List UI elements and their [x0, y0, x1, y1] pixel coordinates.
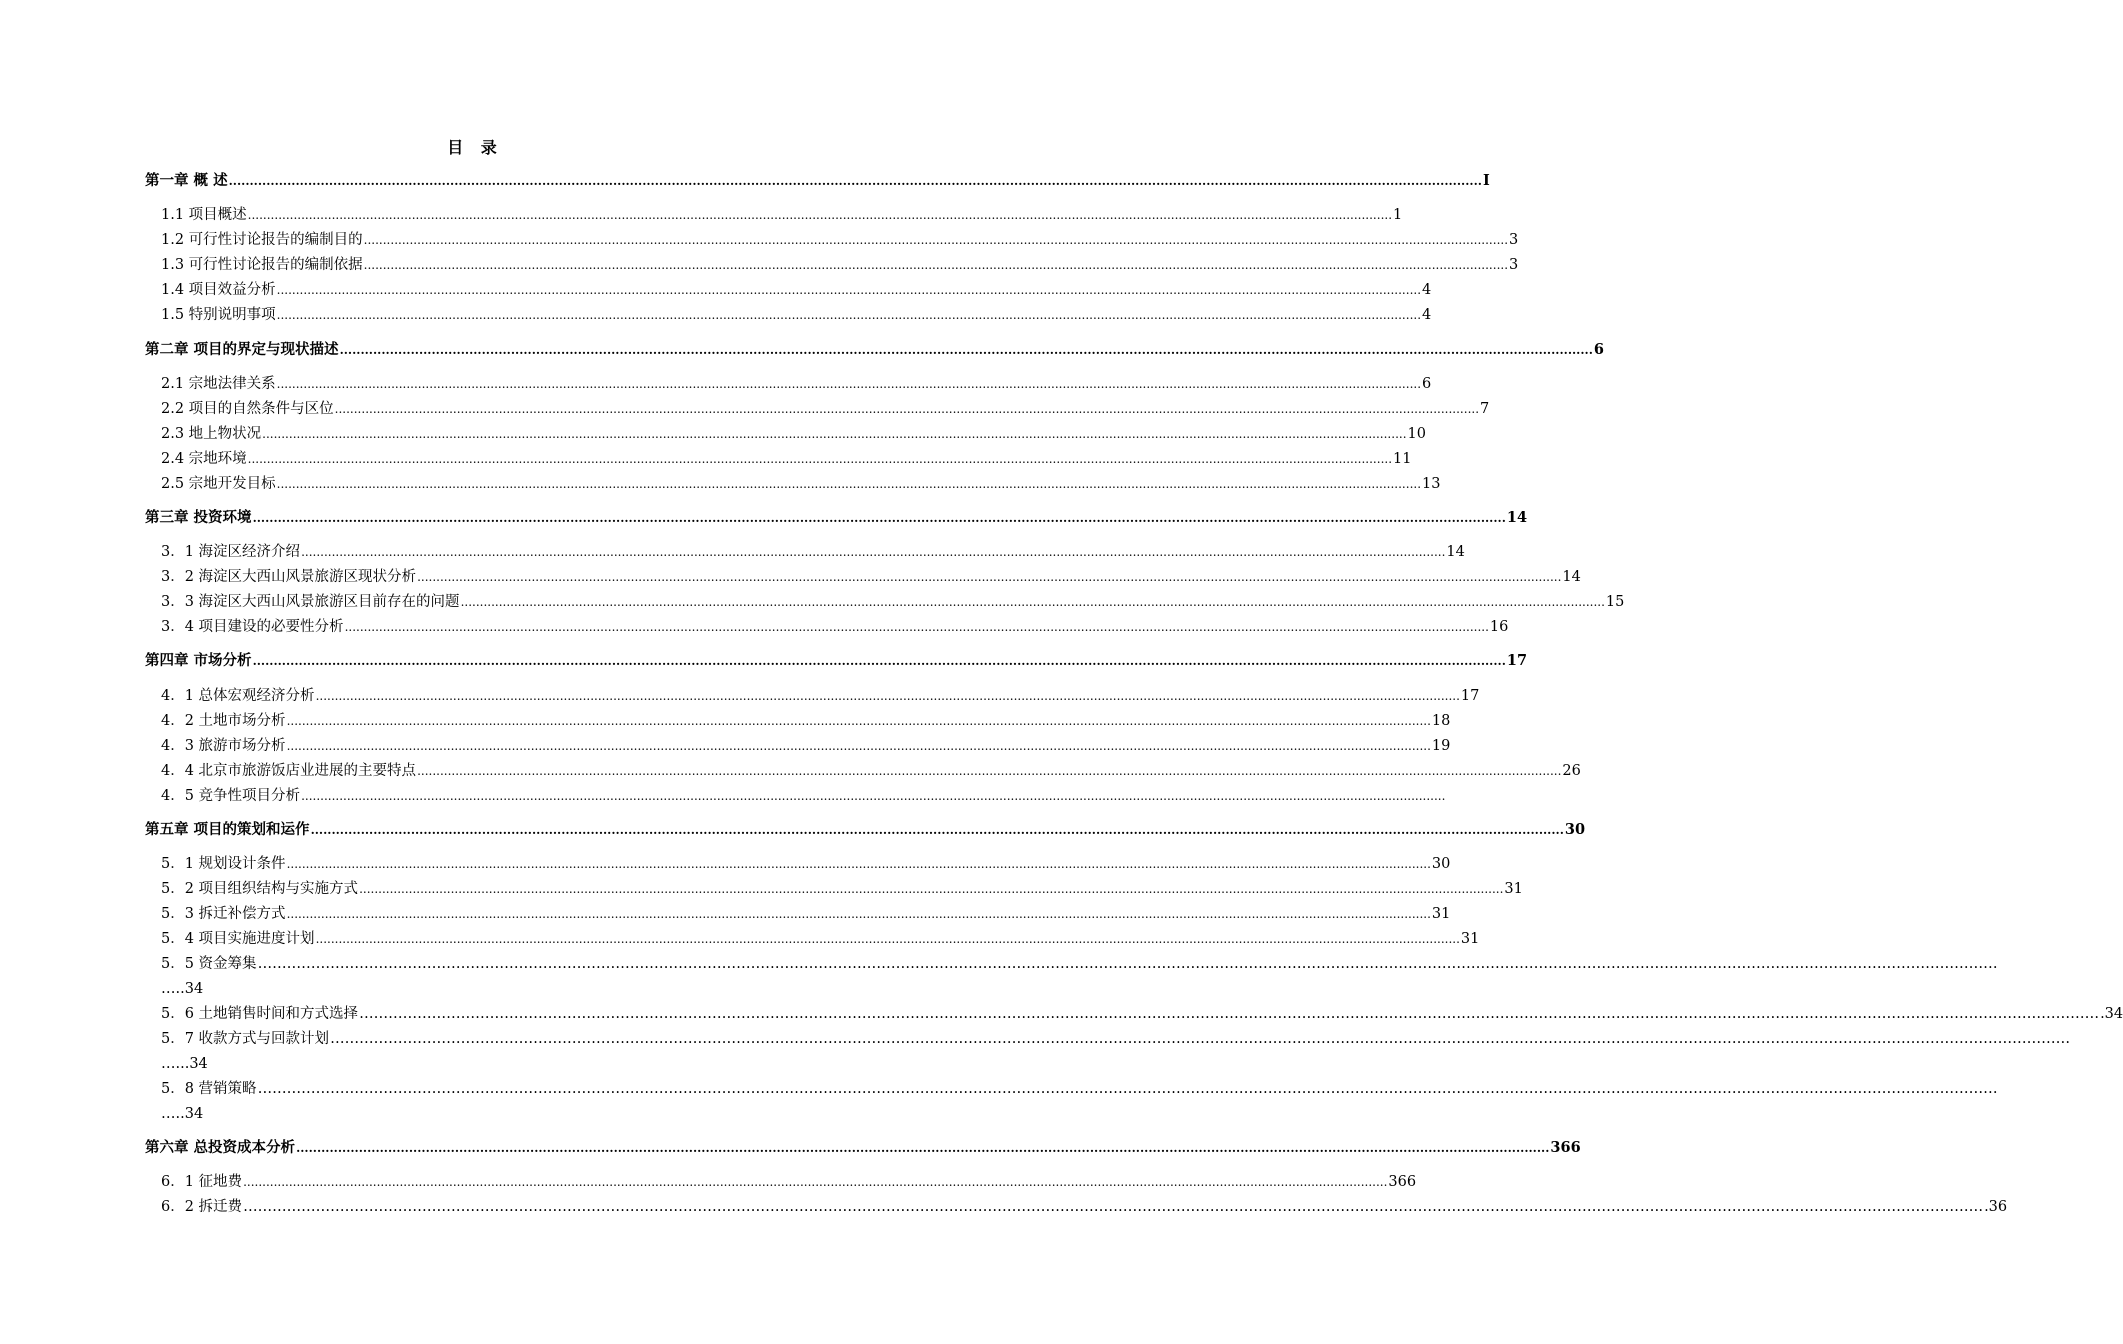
toc-label: 1.5 特别说明事项: [161, 307, 276, 323]
leader-dots: ………………………………………………………………………………………………………………………………………………………………………………………………………………………………………………………………………………………………………………………………: [257, 1081, 1998, 1097]
toc-label: 5．6 土地销售时间和方式选择: [161, 1006, 359, 1022]
toc-page-number: 14: [1506, 509, 1528, 526]
toc-label: 5．3 拆迁补偿方式: [161, 906, 286, 922]
toc-page-number: 31: [1460, 931, 1480, 947]
toc-label: 3．3 海淀区大西山风景旅游区目前存在的问题: [161, 594, 460, 610]
toc-section[interactable]: [161, 304, 1432, 326]
toc-section[interactable]: [161, 473, 1441, 495]
toc-section[interactable]: [161, 448, 1412, 470]
toc-label: 第六章 总投资成本分析: [145, 1139, 296, 1156]
toc-page-number: 30: [1564, 821, 1586, 838]
toc-label: 4．5 竞争性项目分析: [161, 788, 301, 804]
toc-chapter[interactable]: [145, 819, 1586, 841]
toc-page-number: 16: [1489, 619, 1509, 635]
leader-dots: ............................................................................................................................................................................................................................................................................................................: [286, 857, 1431, 871]
toc-section[interactable]: [161, 1003, 2123, 1025]
leader-dots: ............................................................................................................................................................................................................................................................................................................: [339, 343, 1593, 357]
leader-dots: ............................................................................................................................................................................................................................................................................................................: [296, 1141, 1550, 1155]
toc-page-number: 31: [1504, 881, 1523, 897]
toc-label: 5．7 收款方式与回款计划: [161, 1031, 330, 1047]
toc-section[interactable]: [161, 541, 1465, 563]
toc-section[interactable]: [161, 760, 1581, 782]
toc-section[interactable]: [161, 279, 1432, 301]
toc-chapter[interactable]: [145, 1137, 1581, 1159]
toc-section[interactable]: [161, 566, 1581, 588]
toc-section[interactable]: [161, 398, 1490, 420]
toc-label: 3．4 项目建设的必要性分析: [161, 619, 344, 635]
leader-dots: ............................................................................................................................................................................................................................................................................................................: [247, 452, 1393, 466]
toc-label: 1.4 项目效益分析: [161, 282, 276, 298]
toc-label: 1.2 可行性讨论报告的编制目的: [161, 232, 363, 248]
toc-page-number: 1: [1393, 207, 1403, 223]
toc-continuation: …...34: [161, 1056, 208, 1072]
toc-label: 1.3 可行性讨论报告的编制依据: [161, 257, 363, 273]
leader-dots: ............................................................................................................................................................................................................................................................................................................: [315, 932, 1460, 946]
toc-page-number: 4: [1422, 282, 1432, 298]
toc-label: 6．2 拆迁费: [161, 1199, 243, 1215]
toc-section[interactable]: [161, 229, 1519, 251]
toc-chapter[interactable]: [145, 650, 1528, 672]
leader-dots: ………………………………………………………………………………………………………………………………………………………………………………………………………………………………………………………………………………………………………………………………: [257, 956, 1998, 972]
toc-page-number: 30: [1431, 856, 1451, 872]
toc-section[interactable]: [161, 616, 1509, 638]
toc-page-number: 10: [1407, 426, 1426, 442]
toc-section[interactable]: [161, 785, 1446, 807]
toc-label: 4．3 旅游市场分析: [161, 738, 286, 754]
toc-page-number: 18: [1431, 713, 1451, 729]
toc-section[interactable]: [161, 423, 1426, 445]
toc-label: 2.1 宗地法律关系: [161, 376, 276, 392]
toc-section[interactable]: [161, 903, 1451, 925]
toc-label: 4．4 北京市旅游饭店业进展的主要特点: [161, 763, 417, 779]
leader-dots: ............................................................................................................................................................................................................................................................................................................: [363, 233, 1509, 247]
leader-dots: ............................................................................................................................................................................................................................................................................................................: [344, 620, 1489, 634]
toc-section[interactable]: [161, 710, 1451, 732]
toc-label: 第二章 项目的界定与现状描述: [145, 341, 339, 358]
toc-label: 3．1 海淀区经济介绍: [161, 544, 301, 560]
leader-dots: ………………………………………………………………………………………………………………………………………………………………………………………………………………………………………………………………………………………………………………………………: [359, 1006, 2100, 1022]
leader-dots: ............................................................................................................................................................................................................................................................................................................: [310, 823, 1564, 837]
toc-page-number: .34: [2100, 1006, 2123, 1022]
leader-dots: ............................................................................................................................................................................................................................................................................................................: [276, 377, 1422, 391]
toc-section[interactable]: [161, 591, 1625, 613]
toc-label: 2.4 宗地环境: [161, 451, 247, 467]
toc-section[interactable]: [161, 853, 1451, 875]
toc-label: 5．8 营销策略: [161, 1081, 257, 1097]
leader-dots: ............................................................................................................................................................................................................................................................................................................: [286, 714, 1431, 728]
toc-section[interactable]: [161, 1078, 1998, 1100]
leader-dots: ………………………………………………………………………………………………………………………………………………………………………………………………………………………………………………………………………………………………………………………………: [243, 1199, 1984, 1215]
leader-dots: ............................................................................................................................................................................................................................................................................................................: [286, 739, 1431, 753]
toc-page-number: 31: [1431, 906, 1451, 922]
toc-chapter[interactable]: [145, 507, 1528, 529]
toc-continuation: …..34: [161, 1106, 204, 1122]
leader-dots: ............................................................................................................................................................................................................................................................................................................: [334, 402, 1480, 416]
toc-section[interactable]: [161, 373, 1432, 395]
toc-label: 5．1 规划设计条件: [161, 856, 286, 872]
toc-page-number: 14: [1446, 544, 1465, 560]
toc-label: 第三章 投资环境: [145, 509, 252, 526]
leader-dots: ............................................................................................................................................................................................................................................................................................................: [363, 258, 1509, 272]
toc-chapter[interactable]: [145, 170, 1490, 192]
toc-page-number: 26: [1562, 763, 1581, 779]
leader-dots: ............................................................................................................................................................................................................................................................................................................: [276, 308, 1422, 322]
leader-dots: ............................................................................................................................................................................................................................................................................................................: [276, 477, 1422, 491]
toc-label: 4．1 总体宏观经济分析: [161, 688, 315, 704]
toc-page-number: 6: [1593, 341, 1604, 358]
toc-chapter[interactable]: [145, 339, 1604, 361]
leader-dots: ............................................................................................................................................................................................................................................................................................................: [301, 789, 1446, 803]
toc-section[interactable]: [161, 1196, 2008, 1218]
toc-label: 1.1 项目概述: [161, 207, 247, 223]
leader-dots: ............................................................................................................................................................................................................................................................................................................: [252, 654, 1506, 668]
toc-page-number: 366: [1388, 1174, 1417, 1190]
toc-section[interactable]: [161, 685, 1480, 707]
toc-page-number: 6: [1422, 376, 1432, 392]
toc-section[interactable]: [161, 254, 1519, 276]
toc-page-number: 17: [1460, 688, 1480, 704]
toc-section[interactable]: [161, 1171, 1417, 1193]
leader-dots: ............................................................................................................................................................................................................................................................................................................: [286, 907, 1431, 921]
leader-dots: ............................................................................................................................................................................................................................................................................................................: [359, 882, 1504, 896]
leader-dots: ............................................................................................................................................................................................................................................................................................................: [243, 1175, 1388, 1189]
leader-dots: ............................................................................................................................................................................................................................................................................................................: [276, 283, 1422, 297]
toc-page-number: 17: [1506, 652, 1528, 669]
toc-page-number: .36: [1984, 1199, 2008, 1215]
leader-dots: ............................................................................................................................................................................................................................................................................................................: [262, 427, 1407, 441]
toc-page-number: 3: [1509, 257, 1519, 273]
page-title: 目 录: [447, 138, 503, 157]
toc-section[interactable]: [161, 953, 1998, 975]
toc-page-number: 366: [1550, 1139, 1581, 1156]
toc-page-number: 7: [1480, 401, 1490, 417]
leader-dots: ............................................................................................................................................................................................................................................................................................................: [228, 174, 1482, 188]
toc-section[interactable]: [161, 735, 1451, 757]
toc-label: 2.2 项目的自然条件与区位: [161, 401, 334, 417]
leader-dots: ............................................................................................................................................................................................................................................................................................................: [417, 570, 1562, 584]
toc-page-number: I: [1482, 172, 1490, 189]
toc-section[interactable]: [161, 928, 1480, 950]
toc-page-number: 19: [1431, 738, 1451, 754]
toc-label: 3．2 海淀区大西山风景旅游区现状分析: [161, 569, 417, 585]
toc-label: 2.5 宗地开发目标: [161, 476, 276, 492]
leader-dots: ............................................................................................................................................................................................................................................................................................................: [301, 545, 1446, 559]
toc-page-number: 4: [1422, 307, 1432, 323]
toc-label: 5．4 项目实施进度计划: [161, 931, 315, 947]
leader-dots: ............................................................................................................................................................................................................................................................................................................: [252, 511, 1506, 525]
toc-continuation: …..34: [161, 981, 204, 997]
toc-label: 4．2 土地市场分析: [161, 713, 286, 729]
toc-label: 第五章 项目的策划和运作: [145, 821, 310, 838]
leader-dots: ………………………………………………………………………………………………………………………………………………………………………………………………………………………………………………………………………………………………………………………………: [330, 1031, 2071, 1047]
leader-dots: ............................................................................................................................................................................................................................................................................................................: [315, 689, 1460, 703]
toc-section[interactable]: [161, 878, 1523, 900]
toc-section[interactable]: [161, 1028, 2071, 1050]
toc-label: 第四章 市场分析: [145, 652, 252, 669]
toc-label: 5．2 项目组织结构与实施方式: [161, 881, 359, 897]
toc-label: 5．5 资金筹集: [161, 956, 257, 972]
toc-label: 2.3 地上物状况: [161, 426, 262, 442]
toc-label: 第一章 概 述: [145, 172, 228, 189]
leader-dots: ............................................................................................................................................................................................................................................................................................................: [247, 208, 1393, 222]
toc-page-number: 15: [1605, 594, 1625, 610]
toc-section[interactable]: [161, 204, 1403, 226]
toc-page-number: 11: [1393, 451, 1412, 467]
toc-page-number: 14: [1562, 569, 1581, 585]
toc-page-number: 3: [1509, 232, 1519, 248]
leader-dots: ............................................................................................................................................................................................................................................................................................................: [417, 764, 1562, 778]
toc-label: 6．1 征地费: [161, 1174, 243, 1190]
toc-page-number: 13: [1422, 476, 1441, 492]
leader-dots: ............................................................................................................................................................................................................................................................................................................: [460, 595, 1605, 609]
